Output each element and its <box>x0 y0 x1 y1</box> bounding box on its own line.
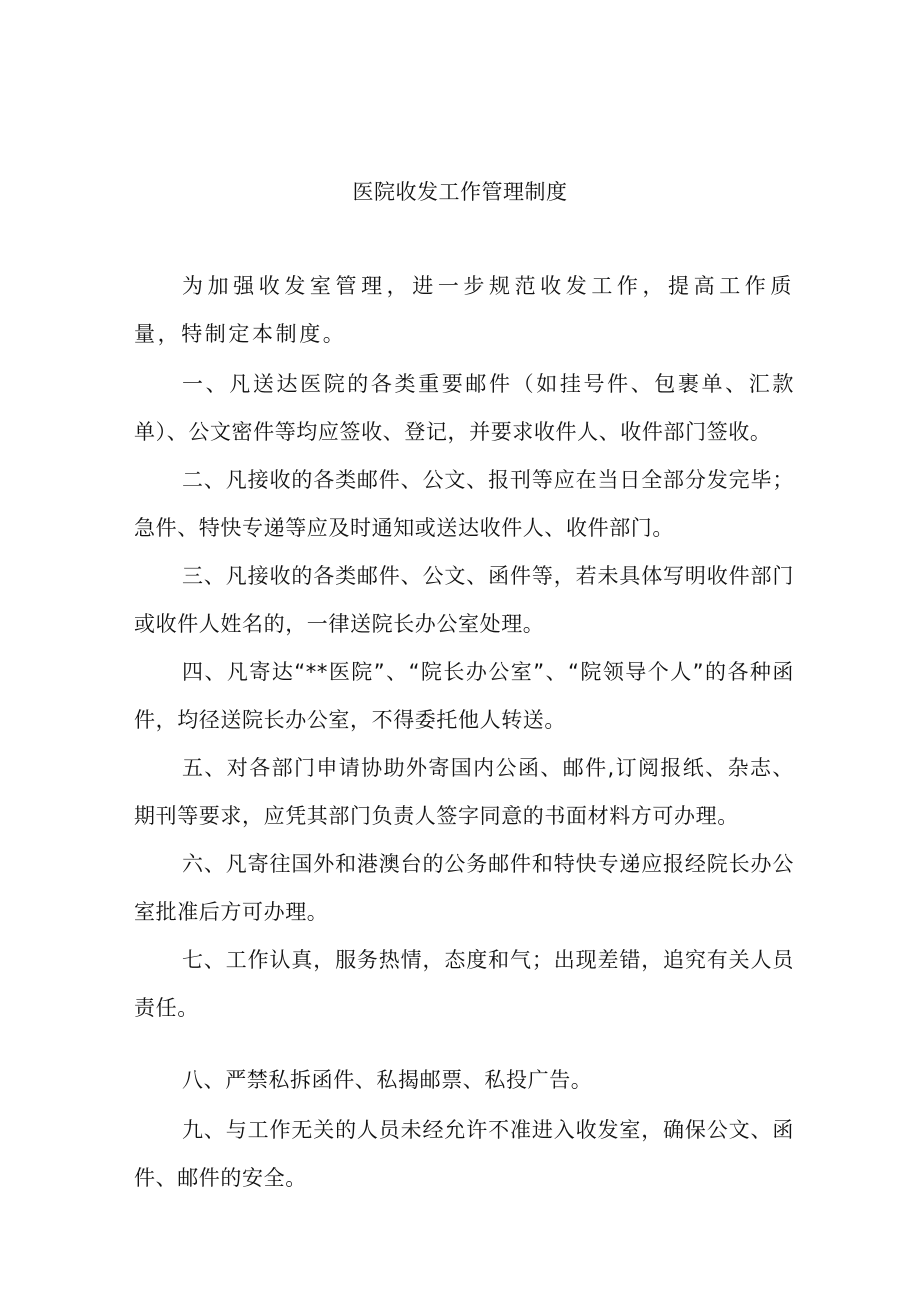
intro-paragraph: 为加强收发室管理，进一步规范收发工作，提高工作质量，特制定本制度。 <box>134 274 794 346</box>
rule-item-6: 六、凡寄往国外和港澳台的公务邮件和特快专递应报经院长办公室批准后方可办理。 <box>134 852 794 924</box>
rule-item-7: 七、工作认真，服务热情，态度和气；出现差错，追究有关人员责任。 <box>134 948 794 1020</box>
rule-item-3: 三、凡接收的各类邮件、公文、函件等，若未具体写明收件部门或收件人姓名的，一律送院长办公室处理。 <box>134 564 794 636</box>
rule-item-1: 一、凡送达医院的各类重要邮件（如挂号件、包裹单、汇款单）、公文密件等均应签收、登记，并要求收件人、收件部门签收。 <box>134 372 794 444</box>
rule-item-2: 二、凡接收的各类邮件、公文、报刊等应在当日全部分发完毕；急件、特快专递等应及时通知或送达收件人、收件部门。 <box>134 468 794 540</box>
rule-item-8: 八、严禁私拆函件、私揭邮票、私投广告。 <box>182 1068 593 1092</box>
document-title: 医院收发工作管理制度 <box>352 180 568 204</box>
rule-item-5: 五、对各部门申请协助外寄国内公函、邮件,订阅报纸、杂志、期刊等要求，应凭其部门负责人签字同意的书面材料方可办理。 <box>134 756 794 828</box>
rule-item-9: 九、与工作无关的人员未经允许不准进入收发室，确保公文、函件、邮件的安全。 <box>134 1118 794 1190</box>
rule-item-4: 四、凡寄达“**医院”、“院长办公室”、“院领导个人”的各种函件，均径送院长办公室，不得委托他人转送。 <box>134 660 794 732</box>
